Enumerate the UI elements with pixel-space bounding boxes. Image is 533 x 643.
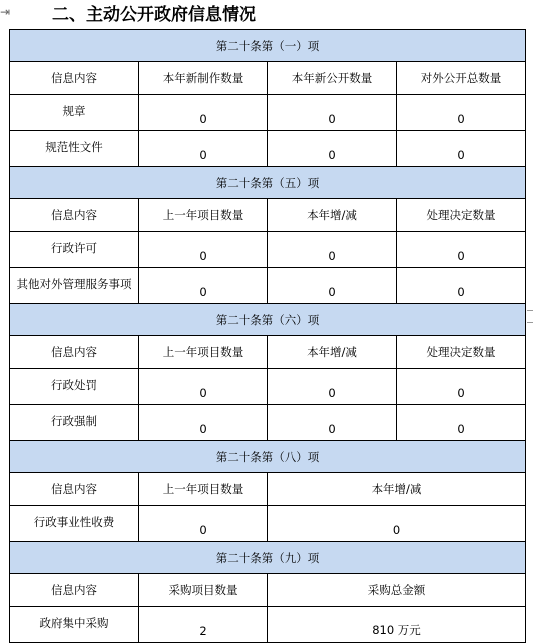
column-header: 处理决定数量 xyxy=(397,336,526,369)
table-row xyxy=(10,131,526,167)
column-header-row xyxy=(10,199,526,232)
table-cell: 0 xyxy=(139,131,268,167)
row-label: 行政强制 xyxy=(10,405,139,441)
section-header: 第二十条第（五）项 xyxy=(10,167,526,199)
column-header: 本年增/减 xyxy=(268,336,397,369)
column-header: 信息内容 xyxy=(10,199,139,232)
column-header: 信息内容 xyxy=(10,62,139,95)
row-label: 行政处罚 xyxy=(10,369,139,405)
table-cell: 0 xyxy=(139,232,268,268)
section-header-row xyxy=(10,30,526,62)
table-cell: 0 xyxy=(139,369,268,405)
column-header: 本年新公开数量 xyxy=(268,62,397,95)
table-cell: 2 xyxy=(139,607,268,643)
table-cell: 810 万元 xyxy=(268,607,526,643)
row-label: 行政事业性收费 xyxy=(10,506,139,542)
table-cell: 0 xyxy=(397,95,526,131)
column-header-row xyxy=(10,473,526,506)
row-label: 行政许可 xyxy=(10,232,139,268)
table-cell: 0 xyxy=(397,369,526,405)
section-title: 二、主动公开政府信息情况 xyxy=(52,5,256,25)
column-header: 处理决定数量 xyxy=(397,199,526,232)
column-header: 本年新制作数量 xyxy=(139,62,268,95)
table-row xyxy=(10,607,526,643)
table-row xyxy=(10,369,526,405)
column-header-row xyxy=(10,574,526,607)
table-cell: 0 xyxy=(268,95,397,131)
row-label: 其他对外管理服务事项 xyxy=(10,268,139,304)
table-cell: 0 xyxy=(268,232,397,268)
table-row xyxy=(10,268,526,304)
table-row xyxy=(10,95,526,131)
column-header: 采购总金额 xyxy=(268,574,526,607)
section-header: 第二十条第（九）项 xyxy=(10,542,526,574)
table-cell: 0 xyxy=(139,95,268,131)
section-header: 第二十条第（六）项 xyxy=(10,304,526,336)
row-label: 规章 xyxy=(10,95,139,131)
table-cell: 0 xyxy=(397,268,526,304)
table-cell: 0 xyxy=(139,268,268,304)
column-header: 本年增/减 xyxy=(268,473,526,506)
section-header-row xyxy=(10,542,526,574)
table-row xyxy=(10,405,526,441)
table-cell: 0 xyxy=(397,232,526,268)
table-cell: 0 xyxy=(139,506,268,542)
table-cell: 0 xyxy=(268,506,526,542)
column-header: 上一年项目数量 xyxy=(139,199,268,232)
row-label: 政府集中采购 xyxy=(10,607,139,643)
disclosure-table xyxy=(9,29,526,643)
column-header: 上一年项目数量 xyxy=(139,336,268,369)
table-row xyxy=(10,506,526,542)
section-header-row xyxy=(10,304,526,336)
table-cell: 0 xyxy=(268,131,397,167)
column-header: 采购项目数量 xyxy=(139,574,268,607)
section-header: 第二十条第（八）项 xyxy=(10,441,526,473)
column-header: 信息内容 xyxy=(10,574,139,607)
section-header: 第二十条第（一）项 xyxy=(10,30,526,62)
margin-tick-mark xyxy=(527,322,533,323)
margin-arrow-icon: ⇥ xyxy=(0,5,11,19)
column-header: 上一年项目数量 xyxy=(139,473,268,506)
table-cell: 0 xyxy=(397,405,526,441)
column-header-row xyxy=(10,336,526,369)
table-cell: 0 xyxy=(139,405,268,441)
table-cell: 0 xyxy=(397,131,526,167)
column-header: 本年增/减 xyxy=(268,199,397,232)
table-cell: 0 xyxy=(268,369,397,405)
table-cell: 0 xyxy=(268,405,397,441)
margin-tick-mark xyxy=(527,310,533,311)
column-header-row xyxy=(10,62,526,95)
column-header: 信息内容 xyxy=(10,336,139,369)
section-header-row xyxy=(10,441,526,473)
column-header: 对外公开总数量 xyxy=(397,62,526,95)
section-header-row xyxy=(10,167,526,199)
table-cell: 0 xyxy=(268,268,397,304)
column-header: 信息内容 xyxy=(10,473,139,506)
table-row xyxy=(10,232,526,268)
row-label: 规范性文件 xyxy=(10,131,139,167)
